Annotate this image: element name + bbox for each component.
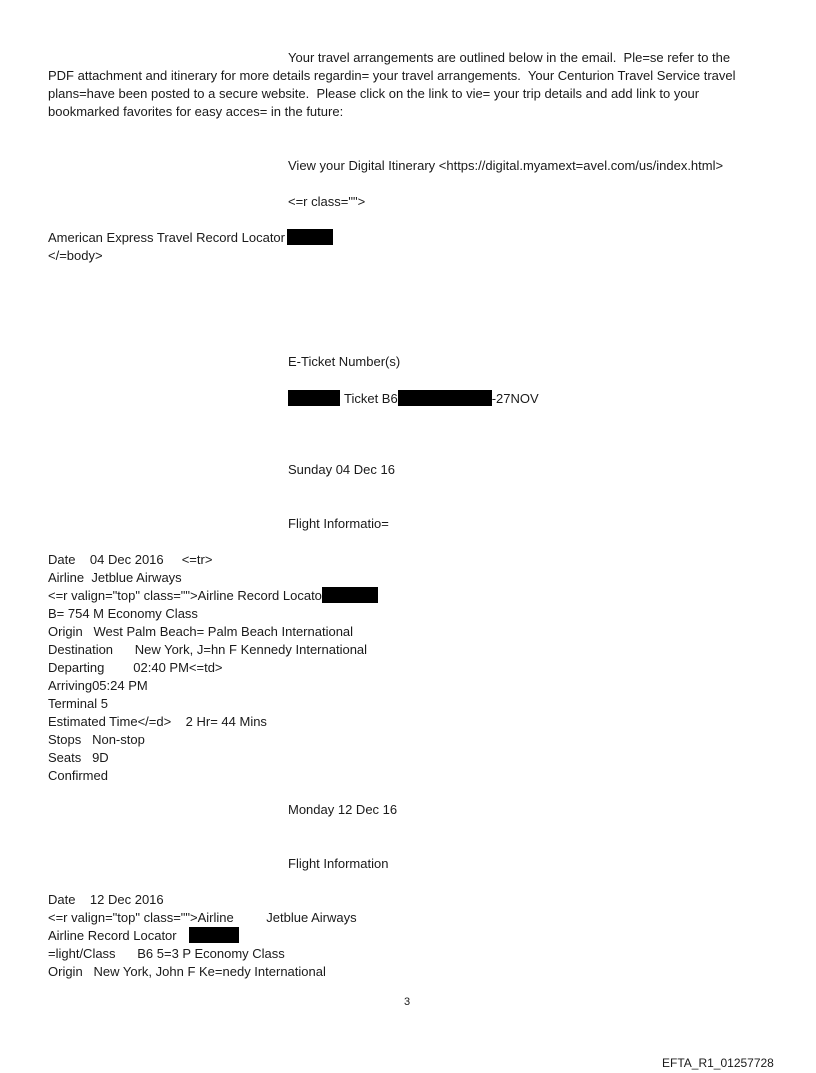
day2-locator-label: Airline Record Locator (48, 928, 177, 943)
redaction-block (189, 927, 239, 943)
eticket-line (288, 390, 539, 408)
day1-estimated-time-line: Estimated Time</=d> 2 Hr= 44 Mins (48, 714, 267, 729)
eticket-heading: E-Ticket Number(s) (288, 354, 401, 369)
redaction-block (322, 587, 378, 603)
ticket-suffix: -27NOV (491, 391, 539, 406)
digital-itinerary-link[interactable]: View your Digital Itinerary <https://digital.myamext=avel.com/us/index.html> (288, 158, 724, 173)
body-close-tag: </=body> (48, 248, 103, 263)
intro-line-3: plans=have been posted to a secure website. Please click on the link to vie= your trip details and add link to your (48, 86, 700, 101)
day1-terminal-line: Terminal 5 (48, 696, 108, 711)
day1-locator-line (48, 587, 378, 605)
day1-seats-line: Seats 9D (48, 750, 109, 765)
day1-stops-line: Stops Non-stop (48, 732, 145, 747)
day1-flight-line: B= 754 M Economy Class (48, 606, 198, 621)
travel-record-locator-line (48, 229, 333, 247)
day1-arriving-line: Arriving05:24 PM (48, 678, 148, 693)
day1-flight-info-heading: Flight Informatio= (288, 516, 389, 531)
day2-locator-line (48, 927, 239, 945)
day2-flight-line: =light/Class B6 5=3 P Economy Class (48, 946, 285, 961)
redaction-block (398, 390, 492, 406)
day2-flight-info-heading: Flight Information (288, 856, 389, 871)
intro-line-2: PDF attachment and itinerary for more details regardin= your travel arrangements. Your Centurion Travel Service travel (48, 68, 736, 83)
day1-date-line: Date 04 Dec 2016 <=tr> (48, 552, 213, 567)
day2-date-line: Date 12 Dec 2016 (48, 892, 164, 907)
day1-date-heading: Sunday 04 Dec 16 (288, 462, 395, 477)
bates-number: EFTA_R1_01257728 (662, 1056, 774, 1070)
intro-line-1: Your travel arrangements are outlined below in the email. Ple=se refer to the (288, 50, 731, 65)
day2-airline-line: <=r valign="top" class="">Airline Jetblue Airways (48, 910, 357, 925)
day1-departing-line: Departing 02:40 PM<=td> (48, 660, 223, 675)
redaction-block (288, 390, 340, 406)
day2-origin-line: Origin New York, John F Ke=nedy International (48, 964, 326, 979)
day2-date-heading: Monday 12 Dec 16 (288, 802, 398, 817)
day1-airline-line: Airline Jetblue Airways (48, 570, 182, 585)
page-number: 3 (404, 996, 411, 1008)
day1-origin-line: Origin West Palm Beach= Palm Beach International (48, 624, 354, 639)
intro-line-4: bookmarked favorites for easy acces= in the future: (48, 104, 344, 119)
day1-destination-line: Destination New York, J=hn F Kennedy International (48, 642, 368, 657)
ticket-label: Ticket B6 (344, 391, 398, 406)
redaction-block (287, 229, 333, 245)
travel-record-locator-label: American Express Travel Record Locator (48, 230, 285, 245)
day1-status-line: Confirmed (48, 768, 108, 783)
day1-locator-label: <=r valign="top" class="">Airline Record Locato (48, 588, 322, 603)
html-fragment-r-class: <=r class=""> (288, 194, 366, 209)
